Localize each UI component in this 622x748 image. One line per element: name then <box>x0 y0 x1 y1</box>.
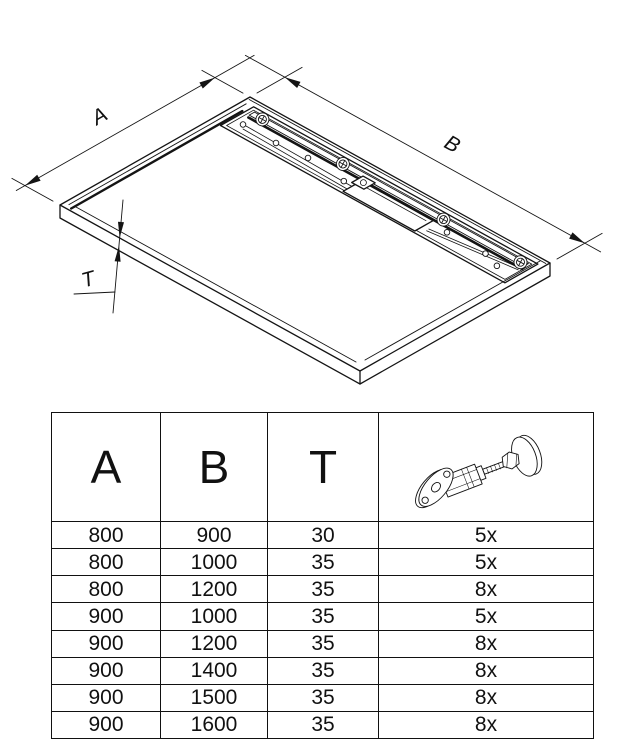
cell-qty: 5x <box>379 522 594 549</box>
table-row <box>52 711 594 738</box>
cell-b: 1000 <box>161 603 268 630</box>
cell-t: 35 <box>268 603 379 630</box>
cell-a: 800 <box>52 576 161 603</box>
cell-qty: 8x <box>379 684 594 711</box>
cell-qty: 5x <box>379 603 594 630</box>
table-row <box>52 522 594 549</box>
cell-a: 800 <box>52 522 161 549</box>
cell-b: 1200 <box>161 630 268 657</box>
header-a: A <box>52 413 161 522</box>
cell-t: 35 <box>268 630 379 657</box>
table-row <box>52 603 594 630</box>
cell-qty: 8x <box>379 630 594 657</box>
cell-t: 35 <box>268 657 379 684</box>
arrowhead <box>569 232 585 243</box>
cell-a: 900 <box>52 603 161 630</box>
spec-table-body <box>52 522 594 739</box>
dimension-b-label: B <box>440 130 464 158</box>
cell-a: 900 <box>52 684 161 711</box>
cell-qty: 5x <box>379 549 594 576</box>
table-row <box>52 549 594 576</box>
cell-t: 35 <box>268 576 379 603</box>
table-row <box>52 657 594 684</box>
cell-b: 900 <box>161 522 268 549</box>
cell-b: 1600 <box>161 711 268 738</box>
cell-a: 900 <box>52 657 161 684</box>
leveling-foot-icon <box>405 425 567 510</box>
cell-qty: 8x <box>379 657 594 684</box>
header-quantity <box>379 413 594 522</box>
cell-b: 1400 <box>161 657 268 684</box>
extension-line <box>557 233 602 259</box>
cell-t: 35 <box>268 711 379 738</box>
table-row <box>52 684 594 711</box>
cell-t: 35 <box>268 549 379 576</box>
dimension-a-label: A <box>87 102 112 130</box>
arrowhead <box>25 175 41 186</box>
dimension-t-label: T <box>79 266 98 293</box>
cell-qty: 8x <box>379 576 594 603</box>
cell-t: 35 <box>268 684 379 711</box>
header-t: T <box>268 413 379 522</box>
table-row <box>52 576 594 603</box>
cell-a: 900 <box>52 711 161 738</box>
header-b: B <box>161 413 268 522</box>
cell-b: 1500 <box>161 684 268 711</box>
arrowhead <box>199 78 215 89</box>
cell-b: 1000 <box>161 549 268 576</box>
cell-b: 1200 <box>161 576 268 603</box>
cell-t: 30 <box>268 522 379 549</box>
cell-qty: 8x <box>379 711 594 738</box>
arrowhead <box>285 77 301 88</box>
spec-table <box>51 412 594 739</box>
cell-a: 900 <box>52 630 161 657</box>
cell-a: 800 <box>52 549 161 576</box>
extension-line <box>257 67 302 93</box>
spec-table-header-row <box>52 413 594 522</box>
table-row <box>52 630 594 657</box>
leader-line <box>74 292 115 294</box>
